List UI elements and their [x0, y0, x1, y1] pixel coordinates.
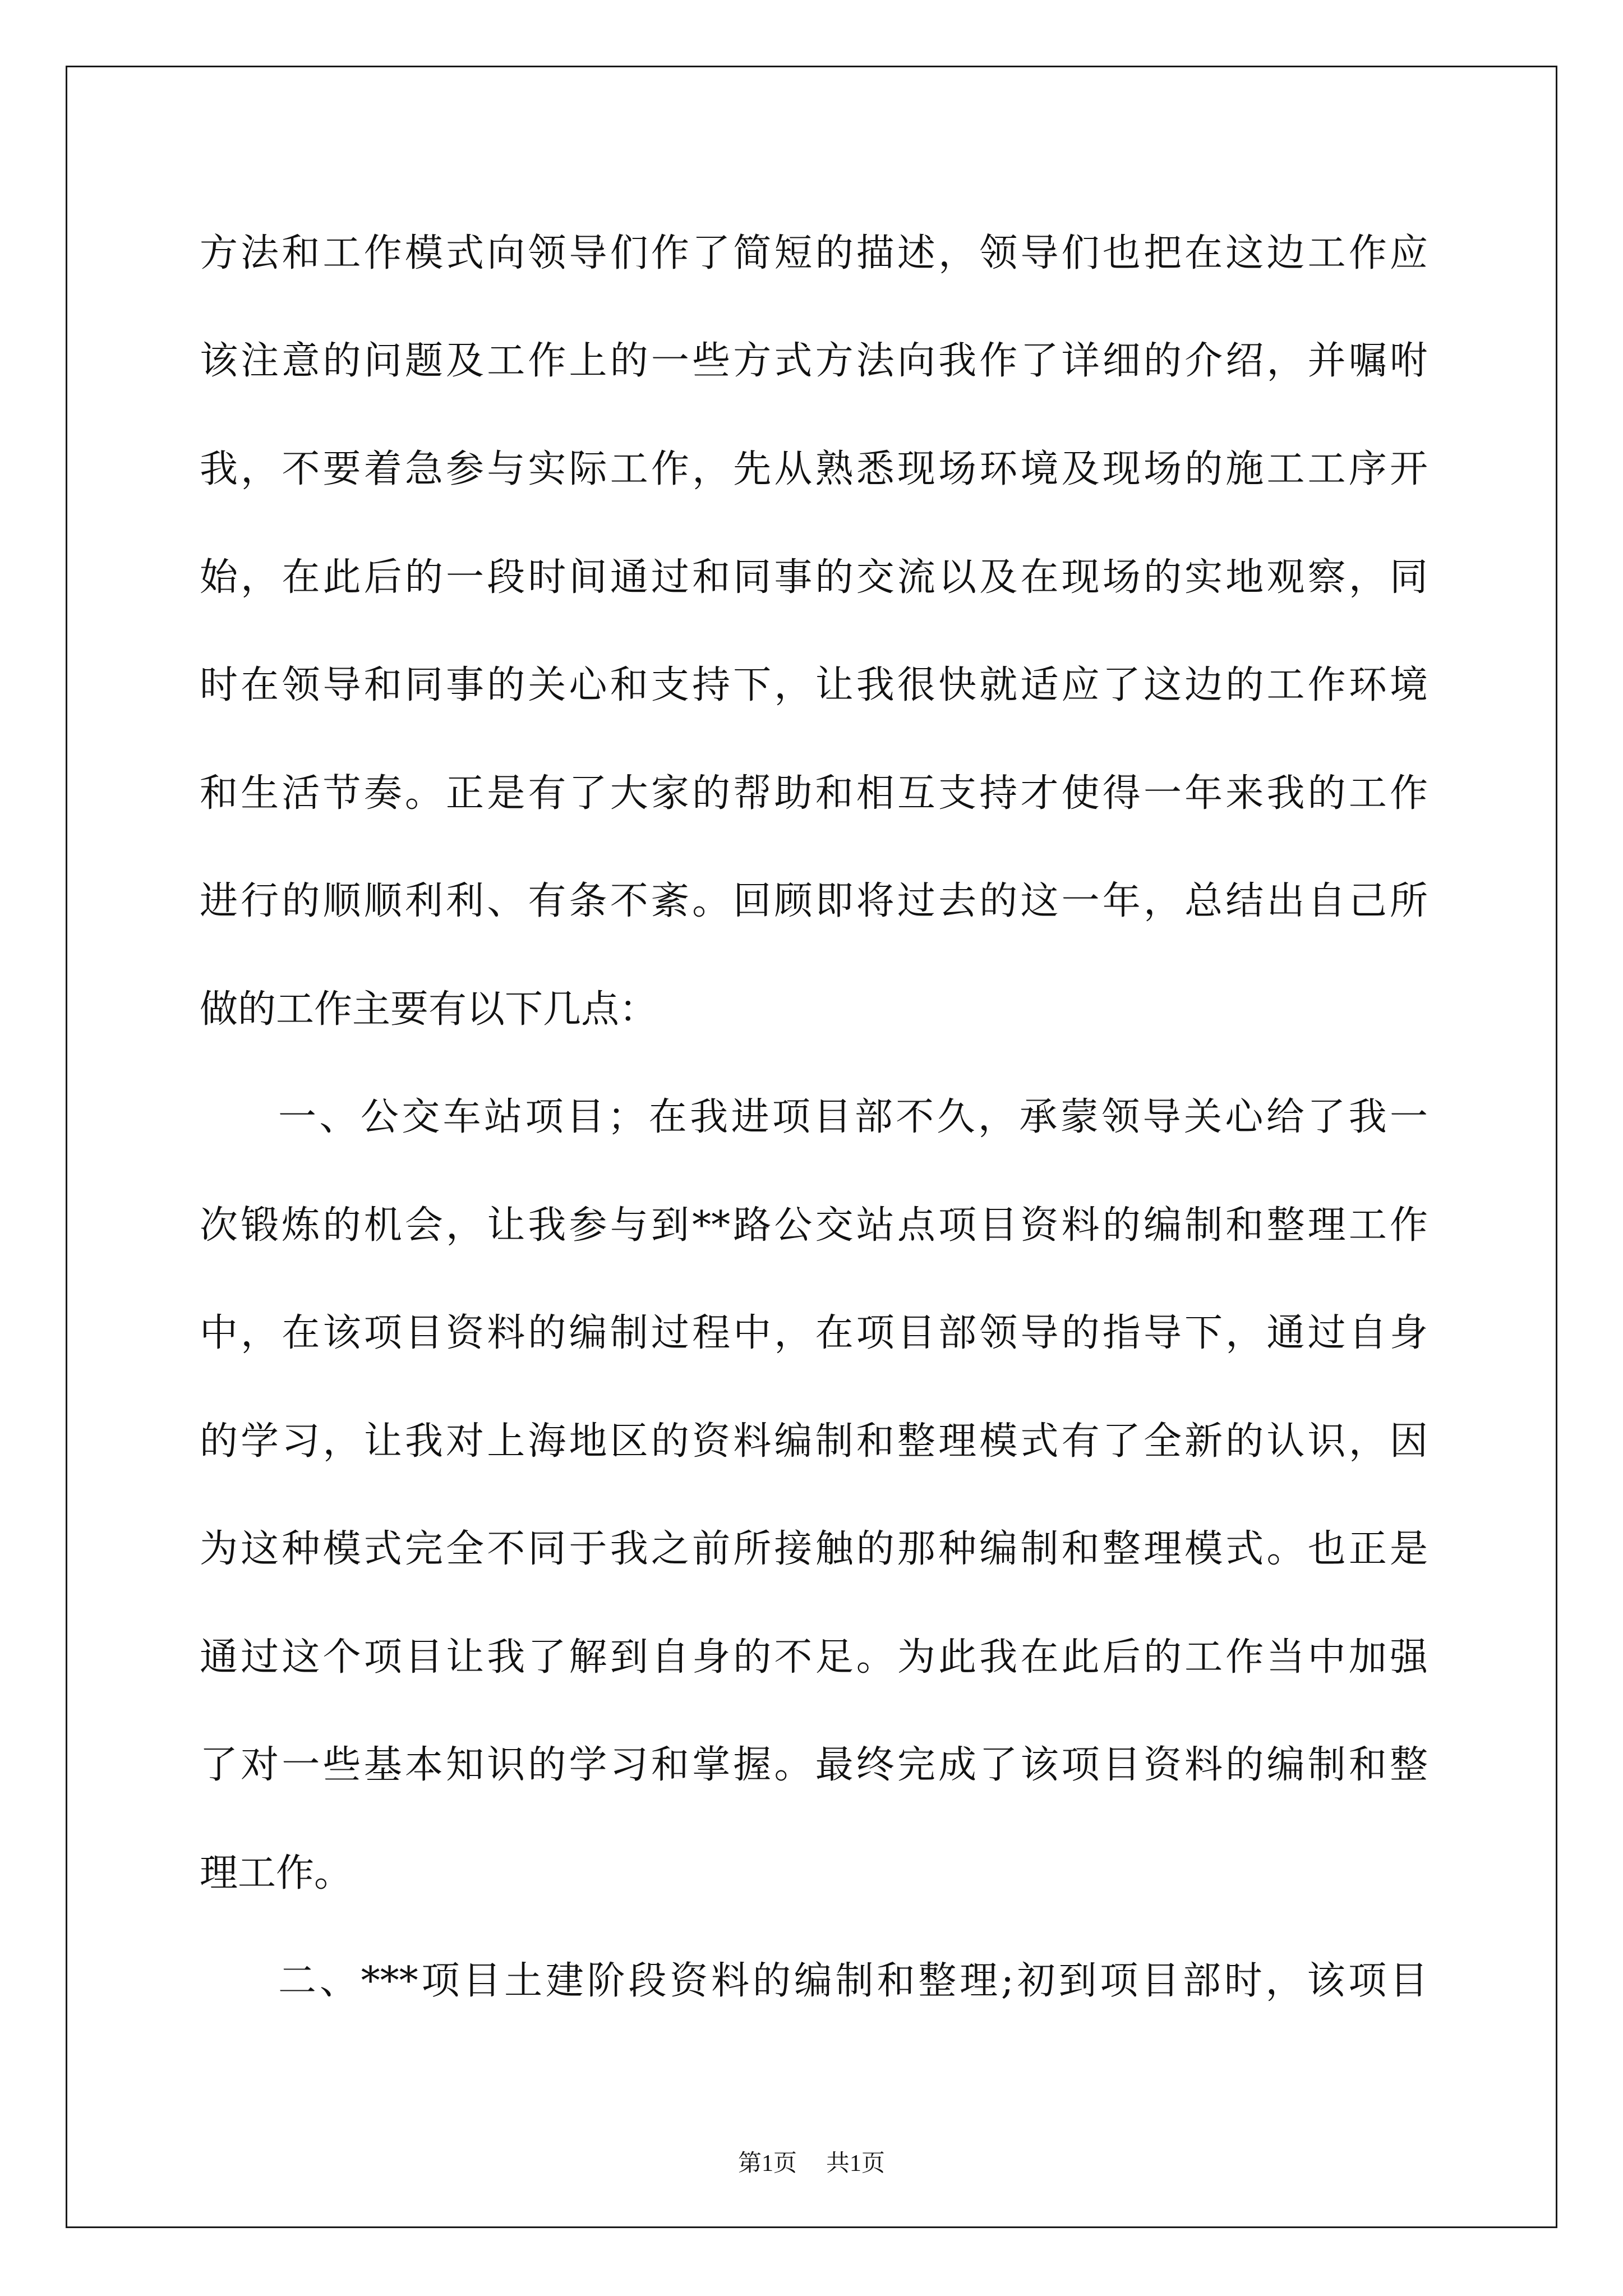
text-line: 我，不要着急参与实际工作，先从熟悉现场环境及现场的施工工序开 — [200, 447, 1428, 491]
text-line: 做的工作主要有以下几点： — [200, 987, 658, 1032]
text-line: 为这种模式完全不同于我之前所接触的那种编制和整理模式。也正是 — [200, 1527, 1428, 1571]
text-line: 的学习，让我对上海地区的资料编制和整理模式有了全新的认识，因 — [200, 1419, 1428, 1464]
text-line: 次锻炼的机会，让我参与到**路公交站点项目资料的编制和整理工作 — [200, 1203, 1428, 1248]
text-line: 理工作。 — [200, 1851, 353, 1895]
text-line: 中，在该项目资料的编制过程中，在项目部领导的指导下，通过自身 — [200, 1311, 1428, 1355]
text-line: 时在领导和同事的关心和支持下，让我很快就适应了这边的工作环境 — [200, 663, 1428, 707]
text-line: 进行的顺顺利利、有条不紊。回顾即将过去的这一年，总结出自己所 — [200, 879, 1428, 923]
paragraph-start-line: 二、***项目土建阶段资料的编制和整理;初到项目部时，该项目 — [278, 1959, 1428, 2003]
text-line: 和生活节奏。正是有了大家的帮助和相互支持才使得一年来我的工作 — [200, 771, 1428, 816]
text-line: 方法和工作模式向领导们作了简短的描述，领导们也把在这边工作应 — [200, 231, 1428, 275]
page-number-total: 共1页 — [826, 2151, 886, 2177]
text-line: 通过这个项目让我了解到自身的不足。为此我在此后的工作当中加强 — [200, 1635, 1428, 1680]
page-number-current: 第1页 — [737, 2151, 797, 2177]
text-line: 该注意的问题及工作上的一些方式方法向我作了详细的介绍，并嘱咐 — [200, 339, 1428, 383]
page-border — [66, 66, 1557, 2228]
page-footer — [0, 2152, 1623, 2175]
paragraph-start-line: 一、公交车站项目；在我进项目部不久，承蒙领导关心给了我一 — [278, 1095, 1428, 1139]
text-line: 了对一些基本知识的学习和掌握。最终完成了该项目资料的编制和整 — [200, 1743, 1428, 1787]
text-line: 始，在此后的一段时间通过和同事的交流以及在现场的实地观察，同 — [200, 555, 1428, 600]
